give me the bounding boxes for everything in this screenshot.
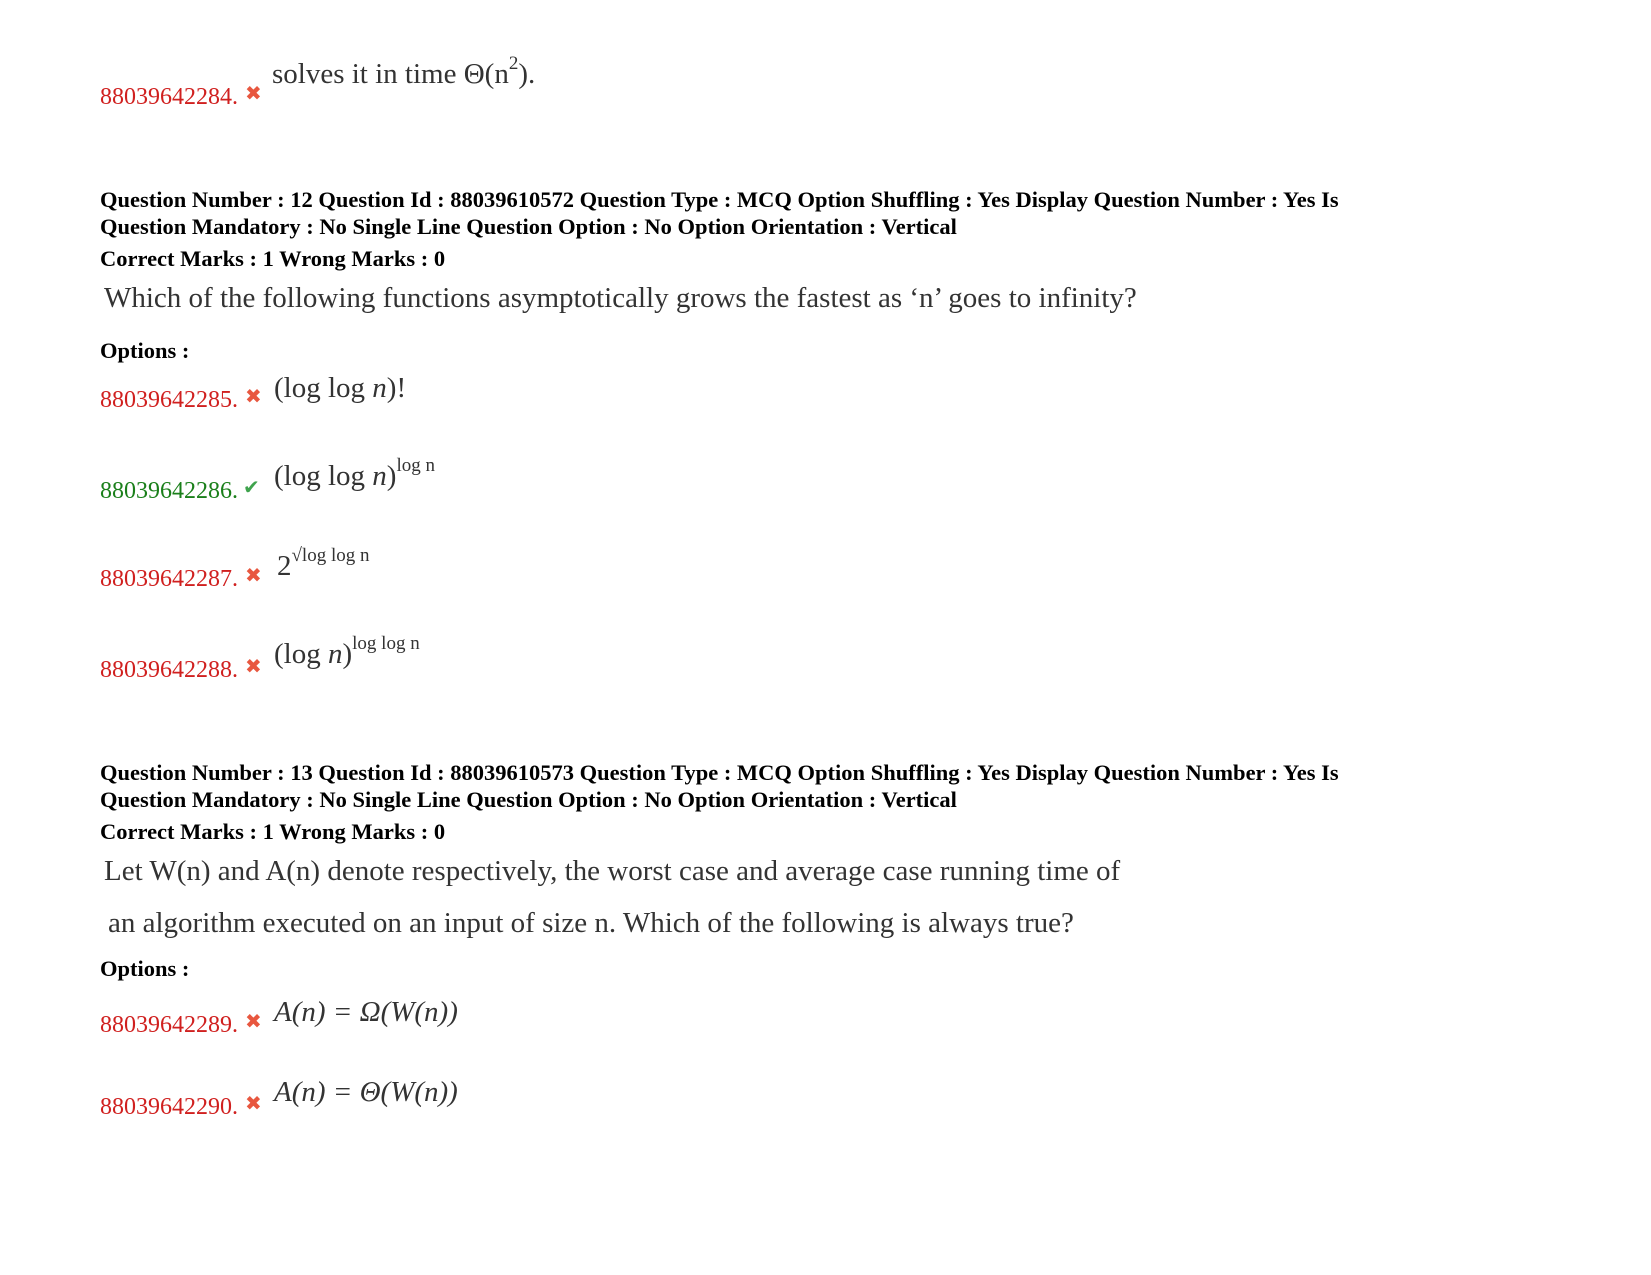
cross-icon: ✖ (245, 83, 262, 105)
question-meta: Question Number : 12 Question Id : 88039610572 Question Type : MCQ Option Shuffling : Yes Display Question Number : Yes Is (100, 187, 1339, 212)
option-content: (log n)$^{log log n}$ (274, 633, 420, 670)
cross-icon: ✖ (245, 565, 262, 587)
question-text: Let W(n) and A(n) denote respectively, the worst case and average case running time of (104, 855, 1121, 887)
options-label: Options : (100, 338, 190, 363)
option-id: 88039642289. (100, 1012, 238, 1038)
option-id: 88039642290. (100, 1094, 238, 1120)
option-content: solves it in time $\Theta(n^2)$. (272, 53, 536, 90)
cross-icon: ✖ (245, 656, 262, 678)
options-label: Options : (100, 956, 190, 981)
question-meta: Question Number : 13 Question Id : 88039610573 Question Type : MCQ Option Shuffling : Yes Display Question Number : Yes Is (100, 760, 1339, 785)
option-id: 88039642287. (100, 566, 238, 592)
cross-icon: ✖ (245, 386, 262, 408)
option-id: 88039642288. (100, 657, 238, 683)
option-content: A(n) = Θ(W(n)) (274, 1076, 458, 1108)
option-content: (log log n)$^{log n}$ (274, 455, 435, 492)
question-marks: Correct Marks : 1 Wrong Marks : 0 (100, 819, 446, 844)
question-marks: Correct Marks : 1 Wrong Marks : 0 (100, 246, 446, 271)
cross-icon: ✖ (245, 1011, 262, 1033)
question-meta: Question Mandatory : No Single Line Question Option : No Option Orientation : Vertical (100, 214, 957, 239)
question-text: Which of the following functions asymptotically grows the fastest as ‘n’ goes to infinity? (104, 282, 1137, 314)
option-content: $2^{√log log n}$ (277, 545, 370, 582)
option-content: (log log n)! (274, 372, 407, 404)
check-icon: ✔ (243, 477, 260, 499)
option-id: 88039642286. (100, 478, 238, 504)
cross-icon: ✖ (245, 1093, 262, 1115)
option-id: 88039642285. (100, 387, 238, 413)
question-text: an algorithm executed on an input of size n. Which of the following is always true? (108, 907, 1074, 939)
option-content: A(n) = Ω(W(n)) (274, 996, 458, 1028)
question-meta: Question Mandatory : No Single Line Question Option : No Option Orientation : Vertical (100, 787, 957, 812)
option-id: 88039642284. (100, 84, 238, 110)
